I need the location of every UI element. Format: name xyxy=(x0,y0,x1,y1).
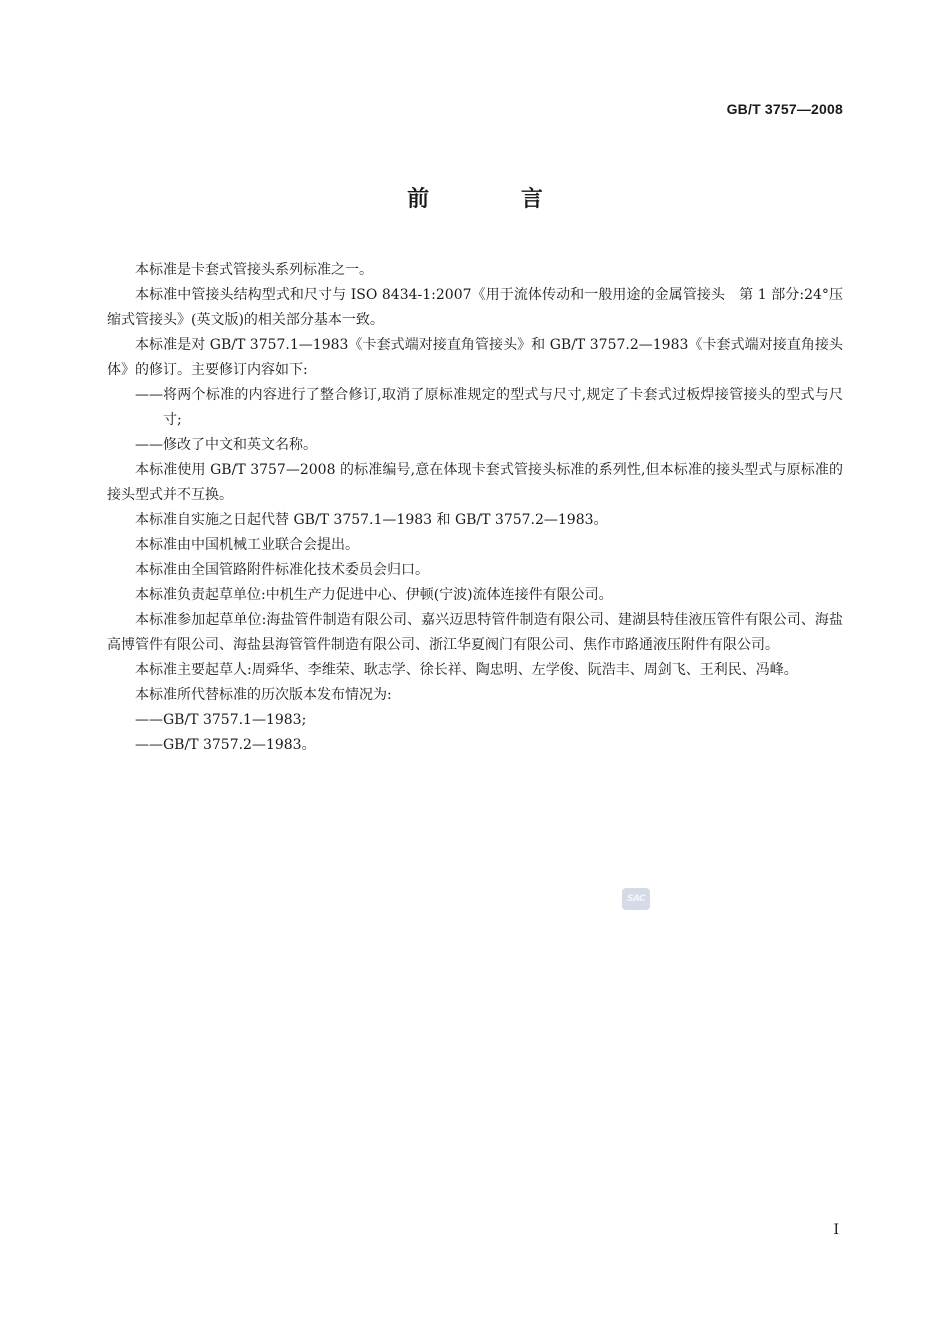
paragraph-drafters: 本标准主要起草人:周舜华、李维荣、耿志学、徐长祥、陶忠明、左学俊、阮浩丰、周剑飞、王利民、冯峰。 xyxy=(135,662,798,678)
paragraph-revision: 本标准是对 GB/T 3757.1—1983《卡套式端对接直角管接头》和 GB/T 3757.2—1983《卡套式端对接直角接头体》的修订。主要修订内容如下: xyxy=(107,337,843,378)
page-number: I xyxy=(833,1222,839,1238)
list-item-rename xyxy=(107,433,843,458)
foreword-body xyxy=(107,258,843,758)
list-item-text: 将两个标准的内容进行了整合修订,取消了原标准规定的型式与尺寸,规定了卡套式过板焊接管接头的型式与尺寸; xyxy=(163,387,843,428)
standard-code: GB/T 3757—2008 xyxy=(726,101,843,117)
dash-mark: —— xyxy=(135,712,163,728)
sac-watermark-logo: SAC xyxy=(622,888,650,910)
paragraph-numbering: 本标准使用 GB/T 3757—2008 的标准编号,意在体现卡套式管接头标准的系列性,但本标准的接头型式与原标准的接头型式并不互换。 xyxy=(107,462,843,503)
paragraph-replaces: 本标准自实施之日起代替 GB/T 3757.1—1983 和 GB/T 3757.2—1983。 xyxy=(135,512,608,528)
list-item-text: 修改了中文和英文名称。 xyxy=(163,437,317,453)
paragraph-participating-units: 本标准参加起草单位:海盐管件制造有限公司、嘉兴迈思特管件制造有限公司、建湖县特佳液压管件有限公司、海盐高博管件有限公司、海盐县海管管件制造有限公司、浙江华夏阀门有限公司、焦作市路通液压附件有限公司。 xyxy=(107,612,843,653)
page-title: 前 言 xyxy=(407,187,585,212)
list-item-history-1 xyxy=(107,708,843,733)
paragraph-proposed-by: 本标准由中国机械工业联合会提出。 xyxy=(135,537,359,553)
list-item-text: GB/T 3757.1—1983; xyxy=(163,712,307,728)
list-item-merge xyxy=(107,383,843,433)
paragraph-series: 本标准是卡套式管接头系列标准之一。 xyxy=(135,262,373,278)
paragraph-drafting-unit: 本标准负责起草单位:中机生产力促进中心、伊顿(宁波)流体连接件有限公司。 xyxy=(135,587,613,603)
dash-mark: —— xyxy=(135,737,163,753)
dash-mark: —— xyxy=(135,387,163,403)
list-item-text: GB/T 3757.2—1983。 xyxy=(163,737,316,753)
paragraph-iso-equivalence: 本标准中管接头结构型式和尺寸与 ISO 8434-1:2007《用于流体传动和一般用途的金属管接头 第 1 部分:24°压缩式管接头》(英文版)的相关部分基本一致。 xyxy=(107,287,843,328)
dash-mark: —— xyxy=(135,437,163,453)
list-item-history-2 xyxy=(107,733,843,758)
paragraph-centralized-by: 本标准由全国管路附件标准化技术委员会归口。 xyxy=(135,562,429,578)
paragraph-history-intro: 本标准所代替标准的历次版本发布情况为: xyxy=(135,687,392,703)
